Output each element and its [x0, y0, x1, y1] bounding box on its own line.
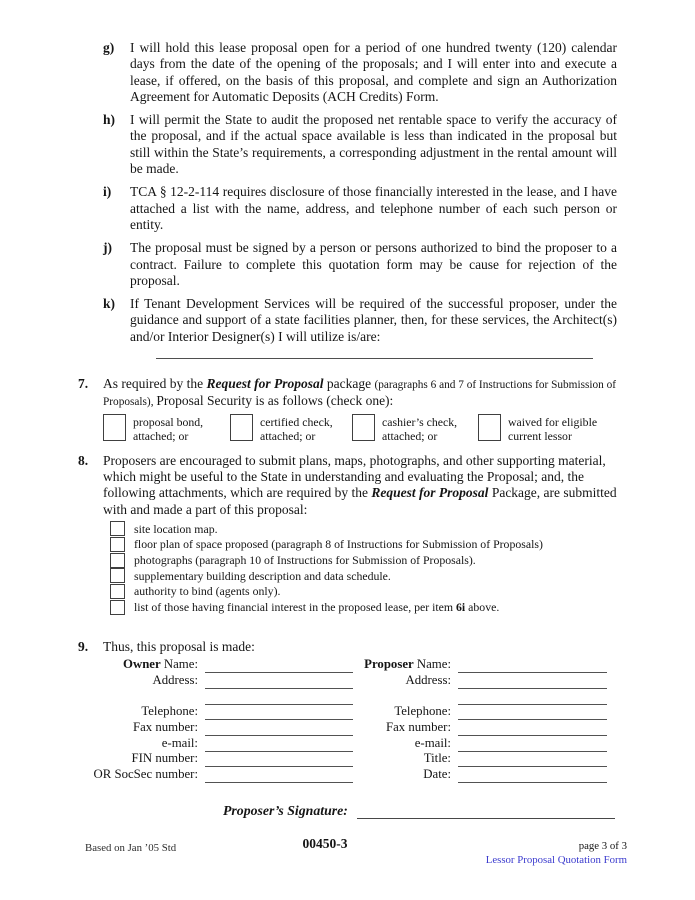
owner-fin-label: FIN number:: [131, 751, 198, 766]
proposer-address-label: Address:: [405, 672, 451, 687]
option-cashiers-check-line1: cashier’s check,: [382, 414, 458, 429]
option-cashiers-check-label: [382, 414, 457, 444]
proposer-word: Proposer: [364, 657, 414, 672]
clause-h: [103, 112, 617, 177]
checkbox-proposal-bond[interactable]: [103, 414, 126, 441]
attachment-label-site-map: [134, 521, 218, 537]
checkbox-authority-to-bind[interactable]: [110, 584, 125, 599]
owner-address-row: [78, 673, 353, 689]
proposer-date-field[interactable]: [458, 766, 607, 783]
option-proposal-bond-label: [133, 414, 203, 444]
attachment-text-2: photographs (paragraph 10 of Instructions for Submission of Proposals).: [134, 553, 476, 568]
attachment-text-4: authority to bind (agents only).: [134, 584, 281, 599]
attachment-label-authority: [134, 583, 280, 599]
proposer-telephone-label: Telephone:: [394, 704, 451, 719]
proposer-email-label: e-mail:: [414, 735, 451, 750]
request-for-proposal-emphasis: Request for Proposal: [206, 376, 324, 392]
attachment-row-financial-interest: [110, 599, 617, 615]
clause-g-text: I will hold this lease proposal open for a period of one hundred twenty (120) calendar days from the date of the opening of the proposals; and I will enter into and execute a lease, if offered, on the basis of this proposal, and complete and sign an Authorization Agreement for Automatic Deposits (ACH Credits) Form.: [130, 40, 617, 104]
option-proposal-bond-line2: attached; or: [133, 429, 189, 444]
owner-address2-field[interactable]: [205, 688, 353, 705]
owner-address2-row: [78, 689, 353, 705]
attachment-row-authority: [110, 584, 617, 600]
attachment-text-3: supplementary building description and data schedule.: [134, 568, 391, 583]
clause-g: [103, 40, 617, 105]
owner-fin-row: [78, 752, 353, 768]
proposer-signature-label: Proposer’s Signature:: [223, 802, 348, 818]
checkbox-floor-plan[interactable]: [110, 537, 125, 552]
clause-g-marker: g): [103, 40, 115, 55]
proposal-security-options: [103, 414, 617, 444]
item-9-marker: 9.: [78, 639, 89, 655]
attachment-text-1: floor plan of space proposed (paragraph 8 of Instructions for Submission of Proposals): [134, 537, 543, 552]
option-proposal-bond: [103, 414, 230, 444]
proposer-telephone-row: [360, 705, 607, 721]
item-8-text: [103, 453, 617, 518]
option-certified-check-line2: attached; or: [260, 429, 316, 444]
attachments-checklist: [110, 521, 617, 615]
option-waived-line1: waived for eligible: [508, 414, 598, 429]
attachment-label-supplementary: [134, 568, 391, 584]
clause-k-text: If Tenant Development Services will be required of the successful proposer, under the guidance and support of a state facilities planner, then, for these services, the Architect(s) and/or Interior Designer(s) I will utilize is/are:: [130, 296, 617, 344]
item-7-parenthetical: (paragraphs 6 and 7 of Instructions for Submission of Proposals),: [103, 379, 617, 409]
proposer-column: [360, 657, 607, 783]
owner-fax-label: Fax number:: [132, 719, 198, 734]
footer-form-number: 00450-3: [302, 836, 348, 851]
item-9-intro: Thus, this proposal is made:: [103, 639, 255, 655]
proposer-title-field[interactable]: [458, 751, 607, 768]
owner-proposer-columns: [78, 657, 617, 783]
owner-fin-field[interactable]: [205, 751, 353, 768]
clause-i-text: TCA § 12-2-114 requires disclosure of those financially interested in the lease, and I have attached a list with the name, address, and telephone number of each such person or entity.: [130, 184, 617, 232]
option-waived-line2: current lessor: [508, 429, 572, 444]
proposer-name-row: [360, 657, 607, 673]
attachment-text-0: site location map.: [134, 521, 218, 536]
owner-word: Owner: [123, 657, 161, 672]
owner-fax-row: [78, 720, 353, 736]
proposer-email-row: [360, 736, 607, 752]
owner-telephone-field[interactable]: [205, 704, 353, 721]
footer-based-on: Based on Jan ’05 Std: [85, 842, 177, 854]
proposer-date-label: Date:: [423, 766, 451, 781]
attachment-label-financial-interest: [134, 599, 499, 615]
proposer-title-label: Title:: [423, 751, 451, 766]
proposer-fax-row: [360, 720, 607, 736]
option-cashiers-check: [352, 414, 478, 444]
proposer-name-label: [360, 657, 458, 673]
clause-h-marker: h): [103, 112, 116, 128]
clause-k-marker: k): [103, 296, 116, 312]
owner-telephone-row: [78, 705, 353, 721]
owner-telephone-label: Telephone:: [141, 704, 198, 719]
clause-i: [103, 184, 617, 233]
attachment-row-supplementary: [110, 568, 617, 584]
option-proposal-bond-line1: proposal bond,: [133, 414, 204, 429]
page-content: [78, 40, 617, 819]
item-9: [78, 639, 617, 655]
clause-j: [103, 240, 617, 289]
owner-fax-field[interactable]: [205, 719, 353, 736]
item-8-marker: 8.: [78, 452, 89, 468]
owner-email-field[interactable]: [205, 735, 353, 752]
proposer-fax-label: Fax number:: [385, 719, 451, 734]
attachment-label-floor-plan: [134, 536, 543, 552]
proposer-telephone-field[interactable]: [458, 704, 607, 721]
footer-page-number: page 3 of 3: [578, 840, 627, 852]
proposer-fax-field[interactable]: [458, 719, 607, 736]
checkbox-photographs[interactable]: [110, 553, 125, 568]
option-certified-check-line1: certified check,: [260, 414, 333, 429]
attachment-bold-5: 6i: [456, 600, 466, 615]
attachment-text-5: list of those having financial interest in the proposed lease, per item: [134, 600, 457, 615]
owner-email-row: [78, 736, 353, 752]
proposer-signature-field[interactable]: [357, 804, 615, 819]
option-cashiers-check-line2: attached; or: [382, 429, 438, 444]
item-7-marker: 7.: [78, 376, 89, 392]
item-7-text-c: Proposal Security is as follows (check one):: [156, 393, 394, 409]
proposer-name-word: Name:: [413, 657, 451, 672]
clause-i-marker: i): [103, 184, 112, 200]
proposer-date-row: [360, 767, 607, 783]
owner-address-label: Address:: [152, 672, 198, 687]
clause-j-text: The proposal must be signed by a person or persons authorized to bind the proposer to a contract. Failure to complete this quotation form may be cause for rejection of the proposal.: [130, 240, 617, 288]
proposer-name-field[interactable]: [458, 656, 607, 673]
proposer-address2-row: [360, 689, 607, 705]
checkbox-financial-interest-list[interactable]: [110, 600, 125, 615]
owner-name-field[interactable]: [205, 656, 353, 673]
option-waived: [478, 414, 617, 444]
clause-h-text: I will permit the State to audit the proposed net rentable space to verify the accuracy of the proposal, and if the actual space available is less than indicated in the proposal but still within the State’s requirements, a corresponding adjustment in the rental amount will be made.: [130, 112, 617, 177]
item-7-text-b: package: [323, 376, 375, 392]
checkbox-supplementary-description[interactable]: [110, 568, 125, 583]
item-8-text-b: Package, are submitted with and made a part of this proposal:: [103, 485, 617, 517]
owner-column: [78, 657, 353, 783]
proposer-address-row: [360, 673, 607, 689]
attachment-row-floor-plan: [110, 537, 617, 553]
proposer-email-field[interactable]: [458, 735, 607, 752]
proposer-address-field[interactable]: [458, 672, 607, 689]
footer-right: [486, 840, 627, 867]
item-8: [78, 453, 617, 615]
checkbox-waived[interactable]: [478, 414, 501, 441]
architect-designer-fill-line[interactable]: [156, 358, 593, 359]
request-for-proposal-emphasis-2: Request for Proposal: [371, 485, 489, 501]
attachment-tail-5: above.: [465, 600, 500, 615]
owner-socsec-field[interactable]: [205, 766, 353, 783]
clause-j-marker: j): [103, 240, 112, 256]
owner-address-field[interactable]: [205, 672, 353, 689]
signature-row: [223, 803, 617, 819]
checkbox-site-location-map[interactable]: [110, 521, 125, 536]
option-waived-label: [508, 414, 597, 444]
owner-name-label: [78, 657, 205, 673]
item-7-text: [103, 376, 617, 411]
proposer-title-row: [360, 752, 607, 768]
owner-name-row: [78, 657, 353, 673]
owner-socsec-row: [78, 767, 353, 783]
attachment-label-photographs: [134, 552, 476, 568]
attachment-row-site-map: [110, 521, 617, 537]
option-certified-check: [230, 414, 352, 444]
item-7: [78, 376, 617, 444]
item-8-body: [103, 453, 617, 615]
footer-form-link[interactable]: Lessor Proposal Quotation Form: [485, 853, 627, 866]
proposer-address2-field[interactable]: [458, 688, 607, 705]
item-7-text-a: As required by the: [103, 376, 207, 392]
checkbox-certified-check[interactable]: [230, 414, 253, 441]
clause-k: [103, 296, 617, 345]
item-7-body: [103, 376, 617, 444]
owner-socsec-label: OR SocSec number:: [93, 766, 198, 781]
owner-name-word: Name:: [160, 657, 198, 672]
item-8-text-a: Proposers are encouraged to submit plans, maps, photographs, and other supporting material, which might be useful to the State in understanding and evaluating the Proposal; and, the following attachments, which are required by the: [103, 452, 606, 501]
attachment-row-photographs: [110, 552, 617, 568]
checkbox-cashiers-check[interactable]: [352, 414, 375, 441]
option-certified-check-label: [260, 414, 333, 444]
owner-email-label: e-mail:: [161, 735, 198, 750]
